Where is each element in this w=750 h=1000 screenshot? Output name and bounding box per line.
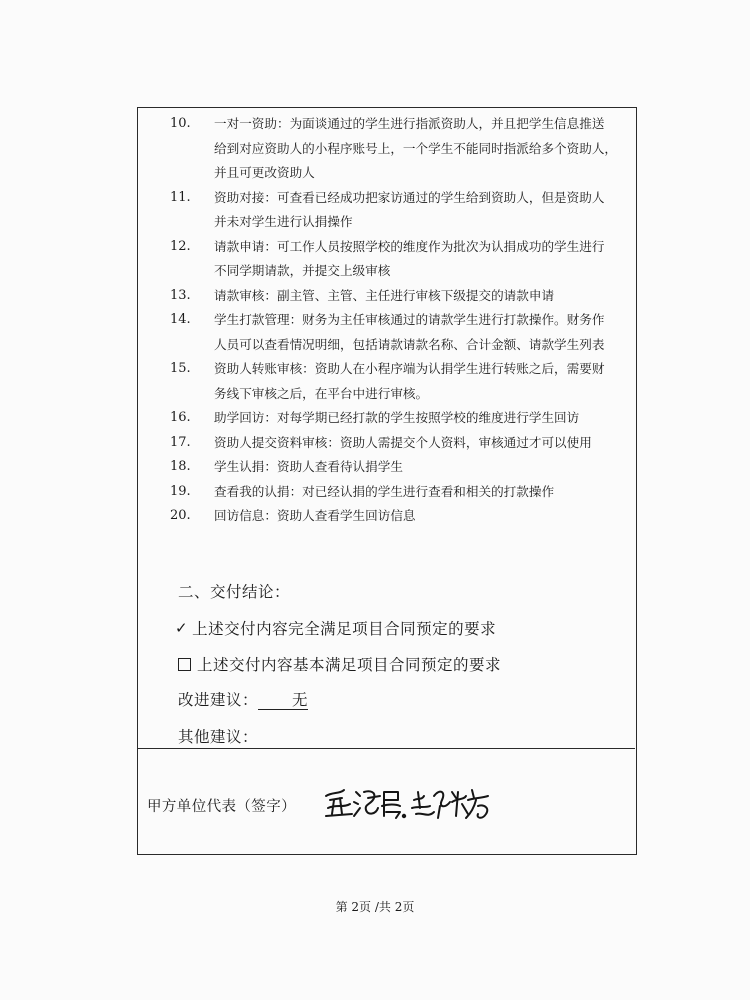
list-item xyxy=(170,186,632,235)
list-item-text: 资助人转账审核：资助人在小程序端为认捐学生进行转账之后，需要财 务线下审核之后，在平台中进行审核。 xyxy=(214,361,605,401)
list-item-number: 14. xyxy=(170,312,191,327)
list-item-number: 16. xyxy=(170,410,191,425)
conclusion-heading: 二、交付结论： xyxy=(178,583,291,601)
option-full-satisfy-label: 上述交付内容完全满足项目合同预定的要求 xyxy=(192,620,497,638)
option-basic-satisfy-label: 上述交付内容基本满足项目合同预定的要求 xyxy=(197,656,502,674)
list-item xyxy=(170,308,632,357)
option-full-satisfy xyxy=(175,617,496,639)
list-item-text: 请款申请：可工作人员按照学校的维度作为批次为认捐成功的学生进行 不同学期请款，并提交上级审核 xyxy=(214,238,605,278)
list-item xyxy=(170,112,632,186)
list-item-text: 学生认捐：资助人查看待认捐学生 xyxy=(214,459,403,474)
list-item-number: 11. xyxy=(170,189,191,205)
list-item xyxy=(170,357,632,406)
list-item-text: 回访信息：资助人查看学生回访信息 xyxy=(214,508,416,523)
list-item-number: 18. xyxy=(170,459,191,474)
feature-list xyxy=(170,112,632,529)
checkmark-icon: ✓ xyxy=(175,619,189,637)
improvement-suggestion xyxy=(178,688,308,710)
list-item xyxy=(170,406,632,431)
list-item xyxy=(170,235,632,284)
list-item-text: 资助对接：可查看已经成功把家访通过的学生给到资助人，但是资助人 并未对学生进行认捐操作 xyxy=(214,189,605,229)
list-item-text: 助学回访：对每学期已经打款的学生按照学校的维度进行学生回访 xyxy=(214,410,580,425)
signer-label: 甲方单位代表（签字） xyxy=(147,799,296,815)
other-suggestion-label: 其他建议： xyxy=(178,728,259,746)
list-item-text: 查看我的认捐：对已经认捐的学生进行查看和相关的打款操作 xyxy=(214,483,555,499)
list-item-text: 资助人提交资料审核：资助人需提交个人资料，审核通过才可以使用 xyxy=(214,434,592,450)
improvement-value: 无 xyxy=(258,691,308,710)
list-item xyxy=(170,480,632,505)
list-item-number: 12. xyxy=(170,238,191,254)
list-item-text: 一对一资助：为面谈通过的学生进行指派资助人，并且把学生信息推送 给到对应资助人的小程序账号上，一个学生不能同时指派给多个资助人， 并且可更改资助人 xyxy=(214,116,617,180)
handwritten-signature xyxy=(322,778,502,828)
page-number-footer: 第 2页 /共 2页 xyxy=(335,900,415,914)
option-basic-satisfy xyxy=(178,653,501,675)
list-item xyxy=(170,284,632,309)
empty-checkbox-icon xyxy=(178,658,191,671)
list-item-number: 10. xyxy=(170,116,191,131)
list-item-number: 20. xyxy=(170,508,191,523)
list-item xyxy=(170,504,632,529)
list-item-text: 学生打款管理：财务为主任审核通过的请款学生进行打款操作。财务作 人员可以查看情况明细，包括请款请款名称、合计金额、请款学生列表 xyxy=(214,312,605,352)
signature-divider xyxy=(137,748,635,749)
list-item-number: 19. xyxy=(170,483,191,499)
list-item-number: 15. xyxy=(170,361,191,376)
list-item-text: 请款审核：副主管、主管、主任进行审核下级提交的请款申请 xyxy=(214,287,555,303)
list-item-number: 17. xyxy=(170,434,191,450)
list-item xyxy=(170,431,632,456)
improvement-label: 改进建议： xyxy=(178,691,259,709)
list-item xyxy=(170,455,632,480)
list-item-number: 13. xyxy=(170,287,191,303)
